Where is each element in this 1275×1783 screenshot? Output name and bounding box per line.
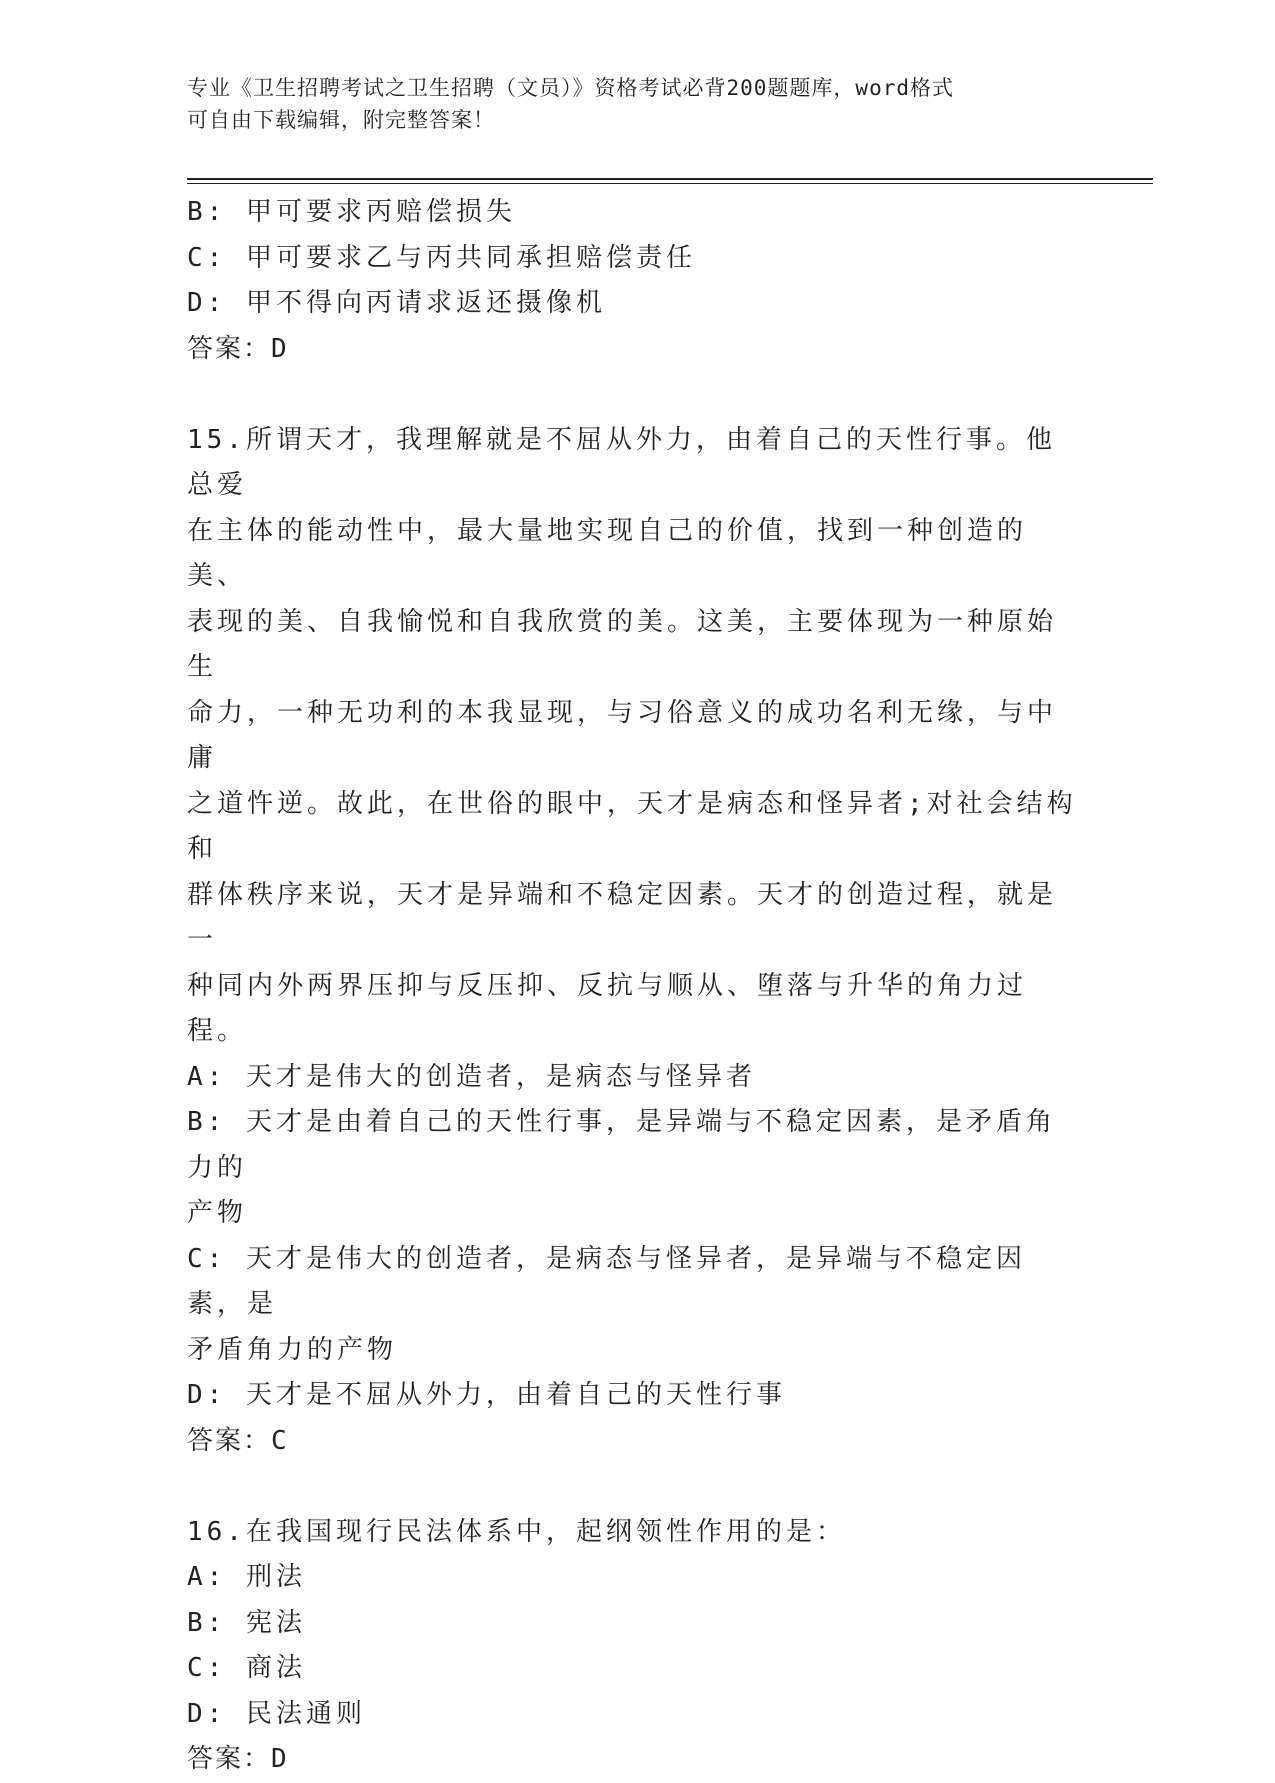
question-15 <box>187 418 1077 1465</box>
q16-stem: 16.在我国现行民法体系中，起纲领性作用的是： <box>187 1516 846 1547</box>
q15-answer: 答案：C <box>187 1425 289 1456</box>
q14-option-d: D: 甲不得向丙请求返还摄像机 <box>187 288 606 318</box>
page-header <box>187 72 1087 136</box>
question-14 <box>187 190 1077 372</box>
spacer <box>187 372 1077 418</box>
q15-option-c-continued: 矛盾角力的产物 <box>187 1334 398 1365</box>
question-content <box>187 190 1077 1783</box>
q16-answer: 答案：D <box>187 1744 289 1774</box>
q15-stem-line: 在主体的能动性中，最大量地实现自己的价值，找到一种创造的美、 <box>187 515 1028 591</box>
question-16 <box>187 1510 1077 1783</box>
q16-option-c: C: 商法 <box>187 1653 306 1683</box>
q15-stem-line: 之道忤逆。故此，在世俗的眼中，天才是病态和怪异者;对社会结构和 <box>187 788 1077 864</box>
q14-option-b: B: 甲可要求丙赔偿损失 <box>187 197 516 227</box>
header-divider-thick <box>187 178 1153 180</box>
q16-option-b: B: 宪法 <box>187 1607 306 1638</box>
q14-answer: 答案：D <box>187 333 289 364</box>
q15-option-b-continued: 产物 <box>187 1198 248 1228</box>
q15-stem-line: 15.所谓天才，我理解就是不屈从外力，由着自己的天性行事。他总爱 <box>187 424 1056 500</box>
q15-stem-line: 群体秩序来说，天才是异端和不稳定因素。天才的创造过程，就是一 <box>187 879 1058 955</box>
header-title-line-1: 专业《卫生招聘考试之卫生招聘（文员）》资格考试必背200题题库，word格式 <box>187 76 954 100</box>
q15-stem-line: 种同内外两界压抑与反压抑、反抗与顺从、堕落与升华的角力过程。 <box>187 970 1028 1046</box>
spacer <box>187 1464 1077 1510</box>
q15-stem-line: 表现的美、自我愉悦和自我欣赏的美。这美，主要体现为一种原始生 <box>187 606 1058 682</box>
header-divider-thin <box>187 183 1153 184</box>
q15-option-a: A: 天才是伟大的创造者，是病态与怪异者 <box>187 1061 756 1092</box>
q14-option-c: C: 甲可要求乙与丙共同承担赔偿责任 <box>187 242 696 273</box>
q15-option-c: C: 天才是伟大的创造者，是病态与怪异者，是异端与不稳定因素，是 <box>187 1243 1026 1319</box>
q16-option-a: A: 刑法 <box>187 1562 306 1592</box>
q15-stem-line: 命力，一种无功利的本我显现，与习俗意义的成功名利无缘，与中庸 <box>187 697 1058 773</box>
q15-option-b: B: 天才是由着自己的天性行事，是异端与不稳定因素，是矛盾角力的 <box>187 1107 1056 1183</box>
header-title-line-2: 可自由下载编辑，附完整答案！ <box>187 108 495 132</box>
q16-option-d: D: 民法通则 <box>187 1698 366 1729</box>
q15-option-d: D: 天才是不屈从外力，由着自己的天性行事 <box>187 1380 786 1410</box>
